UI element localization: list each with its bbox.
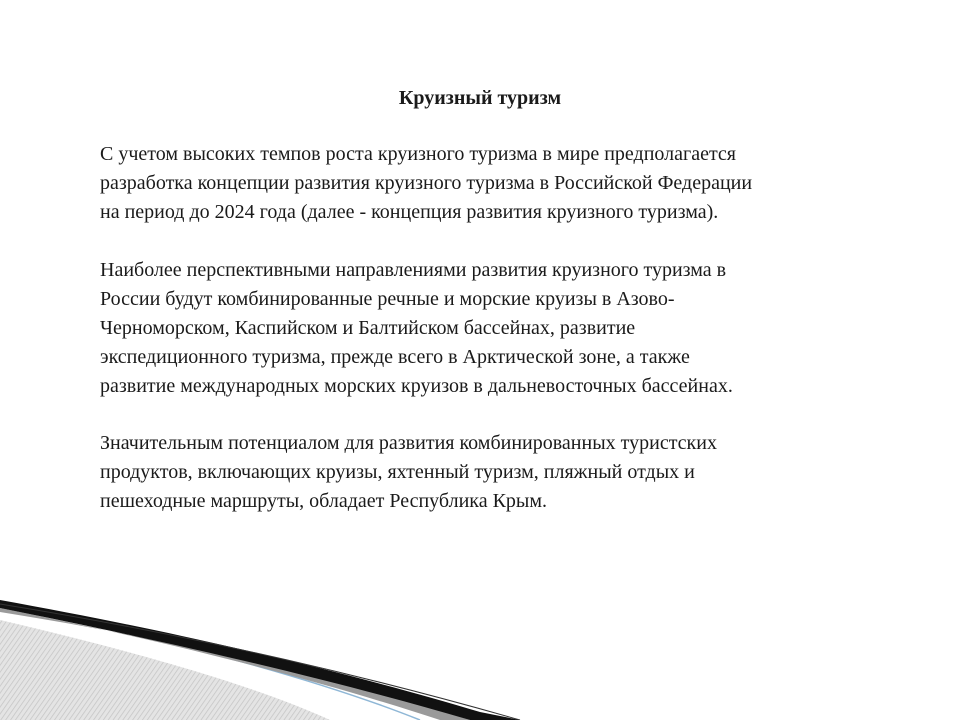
- paragraph-line: на период до 2024 года (далее - концепция развития круизного туризма).: [100, 201, 719, 223]
- slide-title: Круизный туризм: [398, 87, 562, 109]
- paragraph-line: пешеходные маршруты, обладает Республика Крым.: [100, 490, 548, 512]
- paragraph-line: разработка концепции развития круизного туризма в Российской Федерации: [100, 172, 753, 194]
- paragraph-line: продуктов, включающих круизы, яхтенный туризм, пляжный отдых и: [100, 461, 695, 483]
- decorative-swoosh: [0, 560, 960, 720]
- paragraph-line: России будут комбинированные речные и морские круизы в Азово-: [100, 288, 675, 310]
- paragraph-line: С учетом высоких темпов роста круизного туризма в мире предполагается: [100, 143, 737, 165]
- paragraph-crimea: [100, 429, 890, 516]
- paragraph-line: Черноморском, Каспийском и Балтийском бассейнах, развитие: [100, 317, 636, 339]
- paragraph-line: Значительным потенциалом для развития комбинированных туристских: [100, 432, 717, 454]
- paragraph-line: экспедиционного туризма, прежде всего в Арктической зоне, а также: [100, 346, 690, 368]
- paragraph-directions: [100, 256, 890, 401]
- paragraph-line: развитие международных морских круизов в дальневосточных бассейнах.: [100, 375, 733, 397]
- paragraph-line: Наиболее перспективными направлениями развития круизного туризма в: [100, 259, 727, 281]
- paragraph-cruise-concept: [100, 140, 890, 227]
